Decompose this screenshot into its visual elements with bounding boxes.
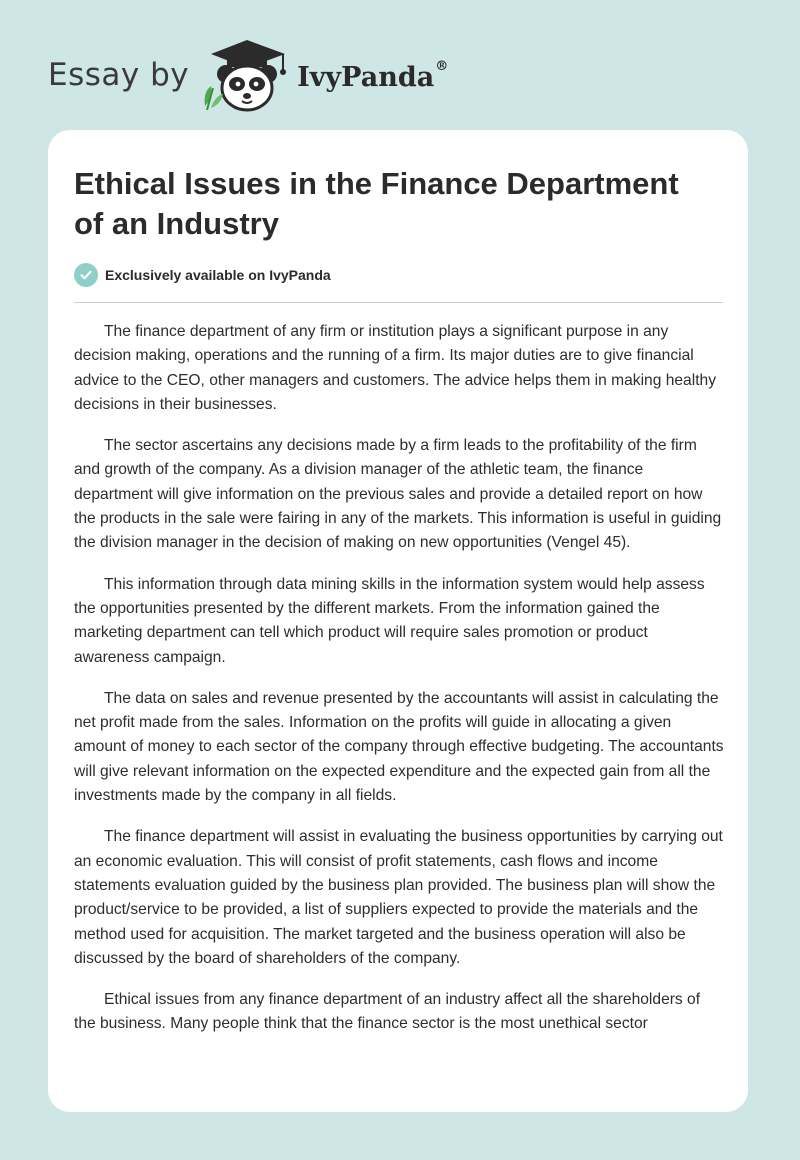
- brand-name[interactable]: [297, 58, 449, 93]
- check-circle-icon: [74, 263, 98, 287]
- essay-body: [74, 320, 724, 1054]
- essay-by-label: Essay by: [48, 57, 190, 93]
- paragraph: Ethical issues from any finance department of an industry affect all the shareholders of the business. Many people think that the finance sector is the most unethical sector: [74, 991, 701, 1033]
- essay-card: [48, 130, 748, 1112]
- divider: [74, 302, 723, 303]
- paragraph: The sector ascertains any decisions made by a firm leads to the profitability of the firm and growth of the company. As a division manager of the athletic team, the finance department will give information on the previous sales and provide a detailed report on how the products in the sale were fairing in any of the markets. This information is useful in guiding the division manager in the decision of making on new opportunities (Vengel 45).: [74, 437, 722, 552]
- panda-graduate-icon[interactable]: [199, 36, 295, 114]
- paragraph: The finance department will assist in evaluating the business opportunities by carrying out an economic evaluation. This will consist of profit statements, cash flows and income statements evaluation guided by the business plan provided. The business plan will show the product/service to be provided, a list of suppliers expected to provide the materials and the method used for acquisition. The market targeted and the business operation will also be discussed by the board of shareholders of the company.: [74, 828, 723, 967]
- site-header: [48, 36, 448, 114]
- paragraph: The finance department of any firm or institution plays a significant purpose in any decision making, operations and the running of a firm. Its major duties are to give financial advice to the CEO, other managers and customers. The advice helps them in making healthy decisions in their businesses.: [74, 323, 716, 413]
- trademark-symbol: ®: [435, 58, 449, 74]
- exclusive-badge: [74, 263, 331, 287]
- essay-title: Ethical Issues in the Finance Department of an Industry: [74, 166, 679, 241]
- exclusive-label: Exclusively available on IvyPanda: [105, 267, 331, 283]
- brand-text: IvyPanda: [297, 61, 435, 93]
- paragraph: This information through data mining skills in the information system would help assess the opportunities presented by the different markets. From the information gained the marketing department can tell which product will require sales promotion or product awareness campaign.: [74, 575, 705, 666]
- paragraph: The data on sales and revenue presented by the accountants will assist in calculating the net profit made from the sales. Information on the profits will guide in allocating a given amount of money to each sector of the company through effective budgeting. The accountants will give relevant information on the expected expenditure and the expected gain from all the investments made by the company in all fields.: [74, 689, 724, 805]
